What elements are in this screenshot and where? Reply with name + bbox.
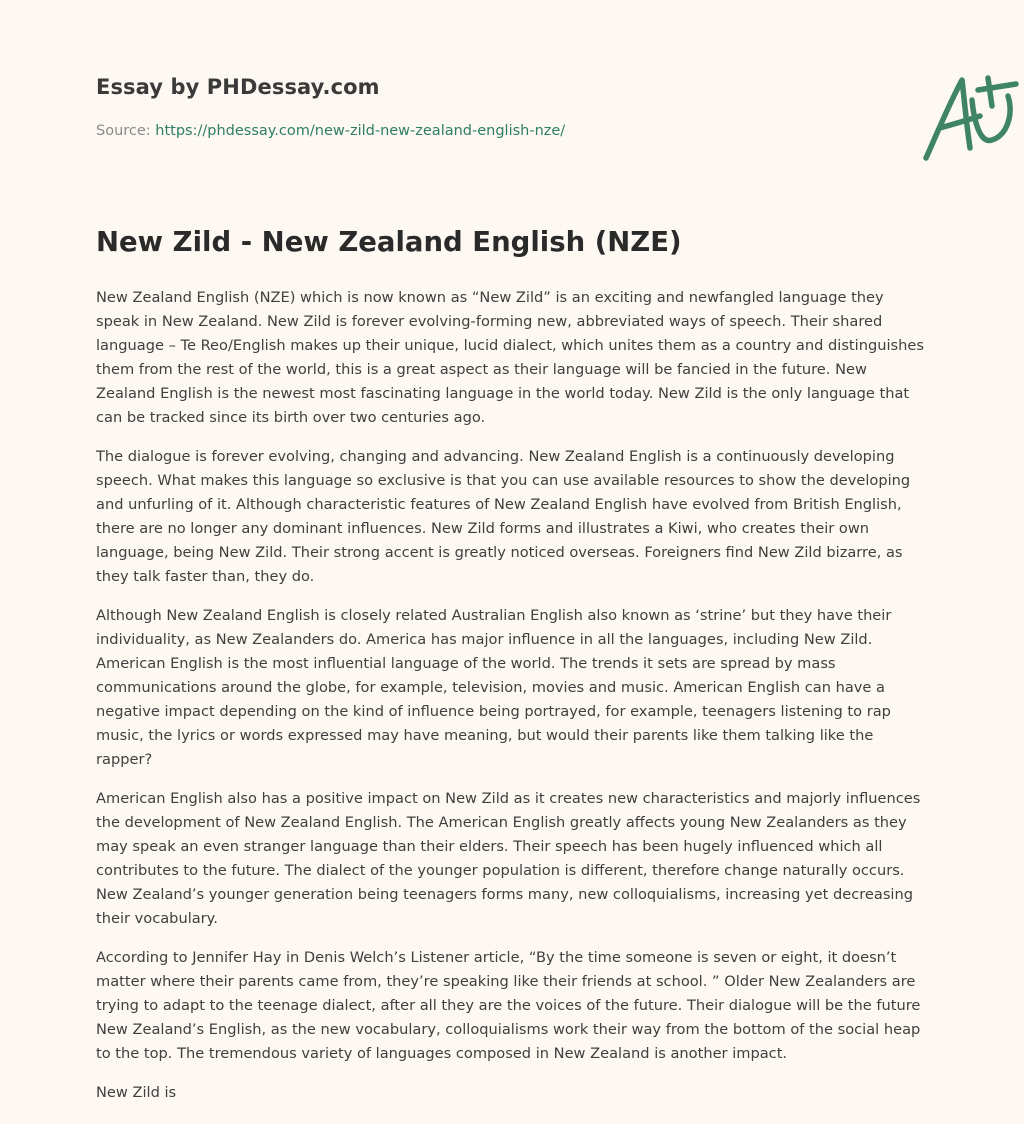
essay-body	[96, 286, 928, 1120]
source-label: Source:	[96, 123, 156, 139]
essay-paragraph: The dialogue is forever evolving, changing and advancing. New Zealand English is a continuously developing speech. What makes this language so exclusive is that you can use available resources to show the developing and unfurling of it. Although characteristic features of New Zealand English have evolved from British English, there are no longer any dominant influences. New Zild forms and illustrates a Kiwi, who creates their own language, being New Zild. Their strong accent is greatly noticed overseas. Foreigners find New Zild bizarre, as they talk faster than, they do.	[96, 448, 911, 585]
source-link[interactable]: https://phdessay.com/new-zild-new-zealand-english-nze/	[155, 123, 566, 139]
source-line	[96, 123, 565, 139]
essay-title: New Zild - New Zealand English (NZE)	[96, 226, 682, 258]
essay-paragraph: New Zealand English (NZE) which is now known as “New Zild” is an exciting and newfangled language they speak in New Zealand. New Zild is forever evolving-forming new, abbreviated ways of speech. Their shared language – Te Reo/English makes up their unique, lucid dialect, which unites them as a country and distinguishes them from the rest of the world, this is a great aspect as their language will be fancied in the future. New Zealand English is the newest most fascinating language in the world today. New Zild is the only language that can be tracked since its birth over two centuries ago.	[96, 289, 924, 426]
site-title: Essay by PHDessay.com	[96, 75, 380, 99]
essay-paragraph: According to Jennifer Hay in Denis Welch’s Listener article, “By the time someone is seven or eight, it doesn’t matter where their parents came from, they’re speaking like their friends at school. ” Older New Zealanders are trying to adapt to the teenage dialect, after all they are the voices of the future. Their dialogue will be the future New Zealand’s English, as the new vocabulary, colloquialisms work their way from the bottom of the social heap to the top. The tremendous variety of languages composed in New Zealand is another impact.	[96, 949, 921, 1062]
essay-paragraph: New Zild is	[96, 1084, 177, 1101]
essay-paragraph: Although New Zealand English is closely related Australian English also known as ‘strine’ but they have their individuality, as New Zealanders do. America has major influence in all the languages, including New Zild. American English is the most influential language of the world. The trends it sets are spread by mass communications around the globe, for example, television, movies and music. American English can have a negative impact depending on the kind of influence being portrayed, for example, teenagers listening to rap music, the lyrics or words expressed may have meaning, but would their parents like them talking like the rapper?	[96, 607, 892, 768]
a-plus-logo-icon	[918, 66, 1024, 166]
essay-paragraph: American English also has a positive impact on New Zild as it creates new characteristics and majorly influences the development of New Zealand English. The American English greatly affects young New Zealanders as they may speak an even stranger language than their elders. Their speech has been hugely influenced which all contributes to the future. The dialect of the younger population is different, therefore change naturally occurs. New Zealand’s younger generation being teenagers forms many, new colloquialisms, increasing yet decreasing their vocabulary.	[96, 790, 921, 927]
